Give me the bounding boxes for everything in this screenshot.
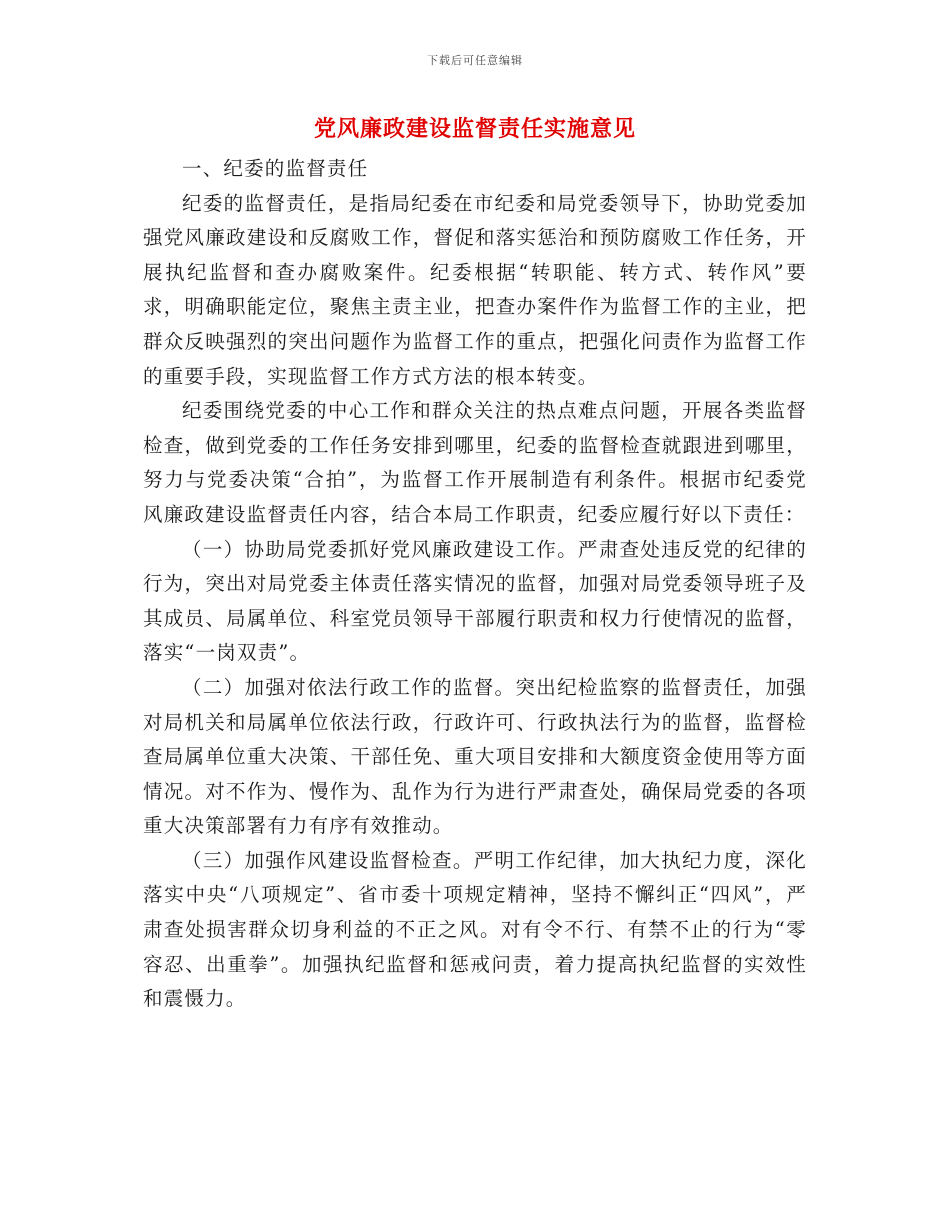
paragraph-1: 纪委的监督责任，是指局纪委在市纪委和局党委领导下，协助党委加强党风廉政建设和反腐败工作，督促和落实惩治和预防腐败工作任务，开展执纪监督和查办腐败案件。纪委根据“转职能、转方式、转作风”要求，明确职能定位，聚焦主责主业，把查办案件作为监督工作的主业，把群众反映强烈的突出问题作为监督工作的重点，把强化问责作为监督工作的重要手段，实现监督工作方式方法的根本转变。 xyxy=(143,191,807,388)
section-heading: 一、纪委的监督责任 xyxy=(182,157,369,180)
document-title: 党风廉政建设监督责任实施意见 xyxy=(313,116,636,142)
paragraph-3: （一）协助局党委抓好党风廉政建设工作。严肃查处违反党的纪律的行为，突出对局党委主体责任落实情况的监督，加强对局党委领导班子及其成员、局属单位、科室党员领导干部履行职责和权力行使情况的监督，落实“一岗双责”。 xyxy=(143,537,807,665)
paragraph-5: （三）加强作风建设监督检查。严明工作纪律，加大执纪力度，深化落实中央“八项规定”、省市委十项规定精神，坚持不懈纠正“四风”，严肃查处损害群众切身利益的不正之风。对有令不行、有禁不止的行为“零容忍、出重拳”。加强执纪监督和惩戒问责，着力提高执纪监督的实效性和震慑力。 xyxy=(143,848,807,1011)
document-body xyxy=(143,152,807,1017)
page-header-note: 下载后可任意编辑 xyxy=(427,54,523,67)
paragraph-4: （二）加强对依法行政工作的监督。突出纪检监察的监督责任，加强对局机关和局属单位依法行政，行政许可、行政执法行为的监督，监督检查局属单位重大决策、干部任免、重大项目安排和大额度资金使用等方面情况。对不作为、慢作为、乱作为行为进行严肃查处，确保局党委的各项重大决策部署有力有序有效推动。 xyxy=(143,675,807,838)
paragraph-2: 纪委围绕党委的中心工作和群众关注的热点难点问题，开展各类监督检查，做到党委的工作任务安排到哪里，纪委的监督检查就跟进到哪里，努力与党委决策“合拍”，为监督工作开展制造有利条件。根据市纪委党风廉政建设监督责任内容，结合本局工作职责，纪委应履行好以下责任： xyxy=(143,399,807,526)
